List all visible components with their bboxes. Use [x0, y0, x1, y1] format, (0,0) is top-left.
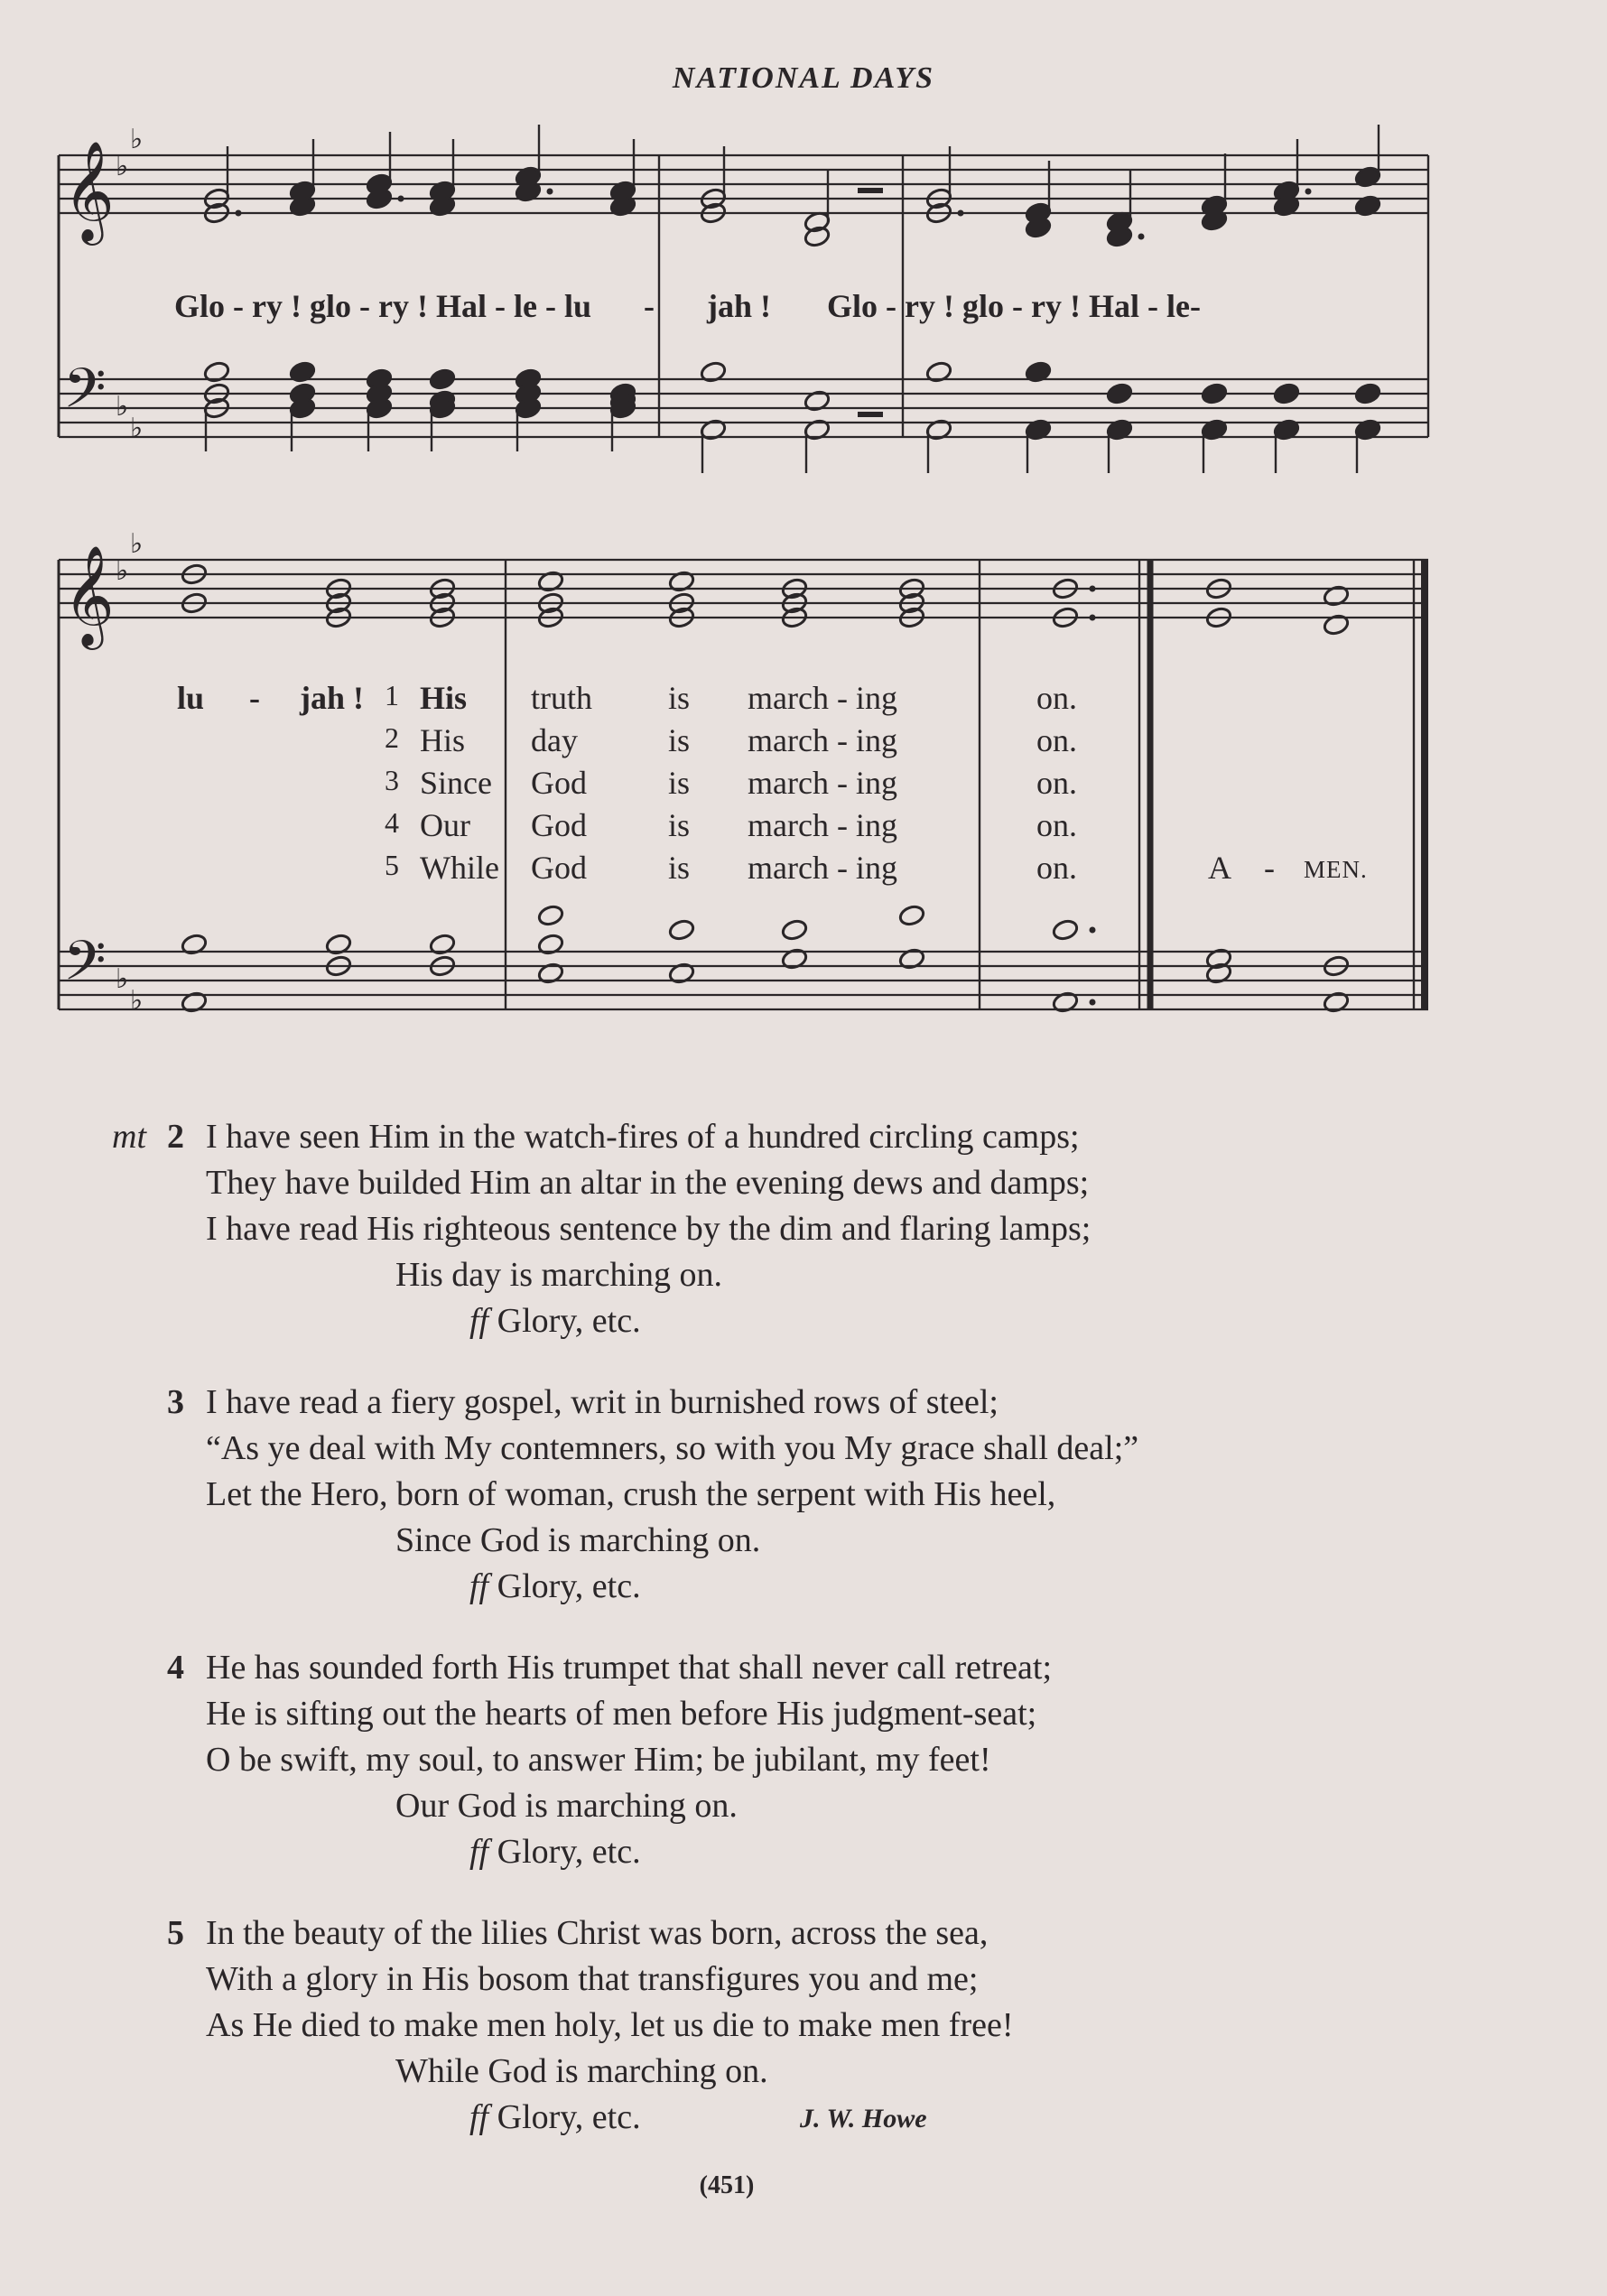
verse-glory — [469, 1564, 641, 1610]
stanza-word: is — [668, 680, 691, 716]
note-head — [537, 904, 565, 927]
verse-3 — [163, 1380, 1472, 1614]
flat-sign: ♭ — [130, 985, 144, 1017]
stanza-word: march - ing — [748, 807, 897, 843]
lyric-hyphen: - — [886, 288, 897, 324]
note-dot — [958, 210, 964, 217]
stanza-number: 5 — [385, 849, 399, 881]
amen-hyphen: - — [1264, 850, 1275, 886]
verse-line: I have read His righteous sentence by the dim and flaring lamps; — [206, 1210, 1091, 1248]
flat-sign: ♭ — [116, 151, 129, 182]
verse-glory — [469, 2095, 641, 2141]
verse-glory — [469, 1298, 641, 1344]
verse-line: He has sounded forth His trumpet that shall never call retreat; — [206, 1649, 1053, 1687]
treble-clef: 𝄞 — [63, 140, 115, 241]
note-dot — [236, 210, 242, 217]
stanza-word: on. — [1036, 680, 1077, 716]
verse-refrain: His day is marching on. — [395, 1256, 723, 1294]
glory-text: Glory, etc. — [497, 1567, 641, 1605]
verse-line: He is sifting out the hearts of men before His judgment-seat; — [206, 1695, 1037, 1733]
note-dot — [547, 189, 553, 195]
stanza-number: 4 — [385, 806, 399, 839]
dynamic-marking: ff — [469, 2098, 489, 2136]
verse-glory — [469, 1829, 641, 1875]
lyric-hyphen: - — [359, 288, 370, 324]
note-dot — [1090, 999, 1096, 1006]
lyric-syllable: lu — [563, 288, 591, 324]
lyric-syllable: glo — [309, 288, 351, 324]
note-head — [668, 918, 696, 942]
verse-line: Let the Hero, born of woman, crush the serpent with His heel, — [206, 1475, 1056, 1513]
note-head — [1273, 382, 1301, 405]
lyric-syllable: Hal — [435, 288, 487, 324]
flat-sign: ♭ — [130, 413, 144, 444]
flat-sign: ♭ — [130, 124, 144, 155]
verse-line: I have seen Him in the watch-fires of a hundred circling camps; — [206, 1118, 1080, 1156]
stanza-word: march - ing — [748, 680, 897, 716]
bass-clef: 𝄢 — [63, 929, 107, 1007]
verse-line: “As ye deal with My contemners, so with you My grace shall deal;” — [206, 1429, 1139, 1467]
author-credit: J. W. Howe — [800, 2104, 927, 2133]
stanza-word: truth — [531, 680, 592, 716]
stanza-word: His — [420, 680, 468, 716]
note-head — [1052, 918, 1080, 942]
verse-4 — [163, 1645, 1472, 1880]
note-dot — [1090, 927, 1096, 934]
lyrics-jah: jah ! — [300, 680, 364, 716]
lyrics-hyphen: - — [249, 680, 260, 716]
lyric-syllable: le- — [1166, 288, 1201, 324]
lyric-syllable: ry ! — [252, 288, 302, 324]
dynamic-marking: ff — [469, 1302, 489, 1340]
stanza-word: God — [531, 765, 587, 801]
lyric-syllable: ry ! — [1031, 288, 1081, 324]
note-dot — [1090, 586, 1096, 592]
stanza-number: 1 — [385, 679, 399, 711]
verse-number: 5 — [167, 1914, 184, 1952]
page-title: NATIONAL DAYS — [672, 61, 935, 95]
dynamic-marking: ff — [469, 1567, 489, 1605]
verse-refrain: Since God is marching on. — [395, 1521, 761, 1559]
verse-line: As He died to make men holy, let us die to make men free! — [206, 2006, 1014, 2044]
note-head — [1201, 382, 1229, 405]
stanza-word: is — [668, 722, 691, 758]
lyric-hyphen: - — [494, 288, 506, 324]
stanza-number: 3 — [385, 764, 399, 796]
lyric-syllable: Hal — [1088, 288, 1139, 324]
verse-number: 4 — [167, 1649, 184, 1687]
amen-men: MEN. — [1304, 856, 1368, 883]
verse-line: In the beauty of the lilies Christ was born, across the sea, — [206, 1914, 989, 1952]
stanza-word: God — [531, 807, 587, 843]
lyric-syllable: glo — [961, 288, 1004, 324]
flat-sign: ♭ — [116, 963, 129, 995]
verse-line: They have builded Him an altar in the evening dews and damps; — [206, 1164, 1090, 1202]
stanza-word: march - ing — [748, 765, 897, 801]
flat-sign: ♭ — [116, 555, 129, 587]
lyric-syllable: le — [513, 288, 537, 324]
stanza-number: 2 — [385, 721, 399, 754]
half-rest — [858, 412, 883, 417]
note-dot — [1138, 234, 1145, 240]
note-head — [429, 367, 457, 391]
glory-text: Glory, etc. — [497, 1833, 641, 1871]
stanza-word: is — [668, 850, 691, 886]
lyric-hyphen: - — [233, 288, 245, 324]
stanza-word: on. — [1036, 765, 1077, 801]
verse-line: With a glory in His bosom that transfigures you and me; — [206, 1960, 979, 1998]
flat-sign: ♭ — [130, 528, 144, 560]
lyrics-lu: lu — [177, 680, 205, 716]
verse-number: 2 — [167, 1118, 184, 1156]
stanza-word: is — [668, 807, 691, 843]
stanza-word: on. — [1036, 807, 1077, 843]
stanza-word: on. — [1036, 722, 1077, 758]
glory-text: Glory, etc. — [497, 1302, 641, 1340]
dynamic-marking: ff — [469, 1833, 489, 1871]
stanza-word: God — [531, 850, 587, 886]
glory-text: Glory, etc. — [497, 2098, 641, 2136]
note-head — [898, 904, 926, 927]
verse-refrain: While God is marching on. — [395, 2052, 768, 2090]
lyric-syllable: Glo — [174, 288, 226, 324]
stanza-word: His — [420, 722, 466, 758]
bass-clef: 𝄢 — [63, 357, 107, 434]
stanza-word: is — [668, 765, 691, 801]
stanza-word: Since — [420, 765, 492, 801]
music-score — [0, 0, 1607, 1047]
treble-clef: 𝄞 — [63, 544, 115, 646]
stanza-word: on. — [1036, 850, 1077, 886]
half-rest — [858, 188, 883, 193]
lyric-hyphen: - — [544, 288, 556, 324]
stanza-word: While — [420, 850, 499, 886]
stanza-word: march - ing — [748, 850, 897, 886]
lyric-hyphen: - — [1012, 288, 1023, 324]
stanza-word: march - ing — [748, 722, 897, 758]
lyric-syllable: ry ! — [378, 288, 428, 324]
lyric-hyphen: - — [1147, 288, 1158, 324]
verse-line: O be swift, my soul, to answer Him; be jubilant, my feet! — [206, 1741, 991, 1779]
amen-a: A — [1208, 850, 1231, 886]
lyrics-line-1 — [174, 287, 1201, 325]
verse-line: I have read a fiery gospel, writ in burnished rows of steel; — [206, 1383, 999, 1421]
page-number: (451) — [699, 2171, 755, 2199]
lyric-syllable: jah ! — [707, 288, 771, 324]
verse-number: 3 — [167, 1383, 184, 1421]
stanza-word: Our — [420, 807, 470, 843]
lyric-hyphen: - — [644, 288, 655, 324]
note-head — [1354, 382, 1382, 405]
note-dot — [398, 196, 404, 202]
verse-2 — [112, 1114, 1472, 1349]
note-head — [1106, 382, 1134, 405]
note-dot — [1090, 615, 1096, 621]
lyric-syllable: Glo — [827, 288, 878, 324]
stanza-word: day — [531, 722, 578, 758]
note-head — [781, 918, 809, 942]
verse-dynamic: mt — [112, 1118, 146, 1156]
flat-sign: ♭ — [116, 391, 129, 423]
verse-refrain: Our God is marching on. — [395, 1787, 738, 1825]
note-dot — [1305, 189, 1312, 195]
lyric-syllable: ry ! — [905, 288, 954, 324]
